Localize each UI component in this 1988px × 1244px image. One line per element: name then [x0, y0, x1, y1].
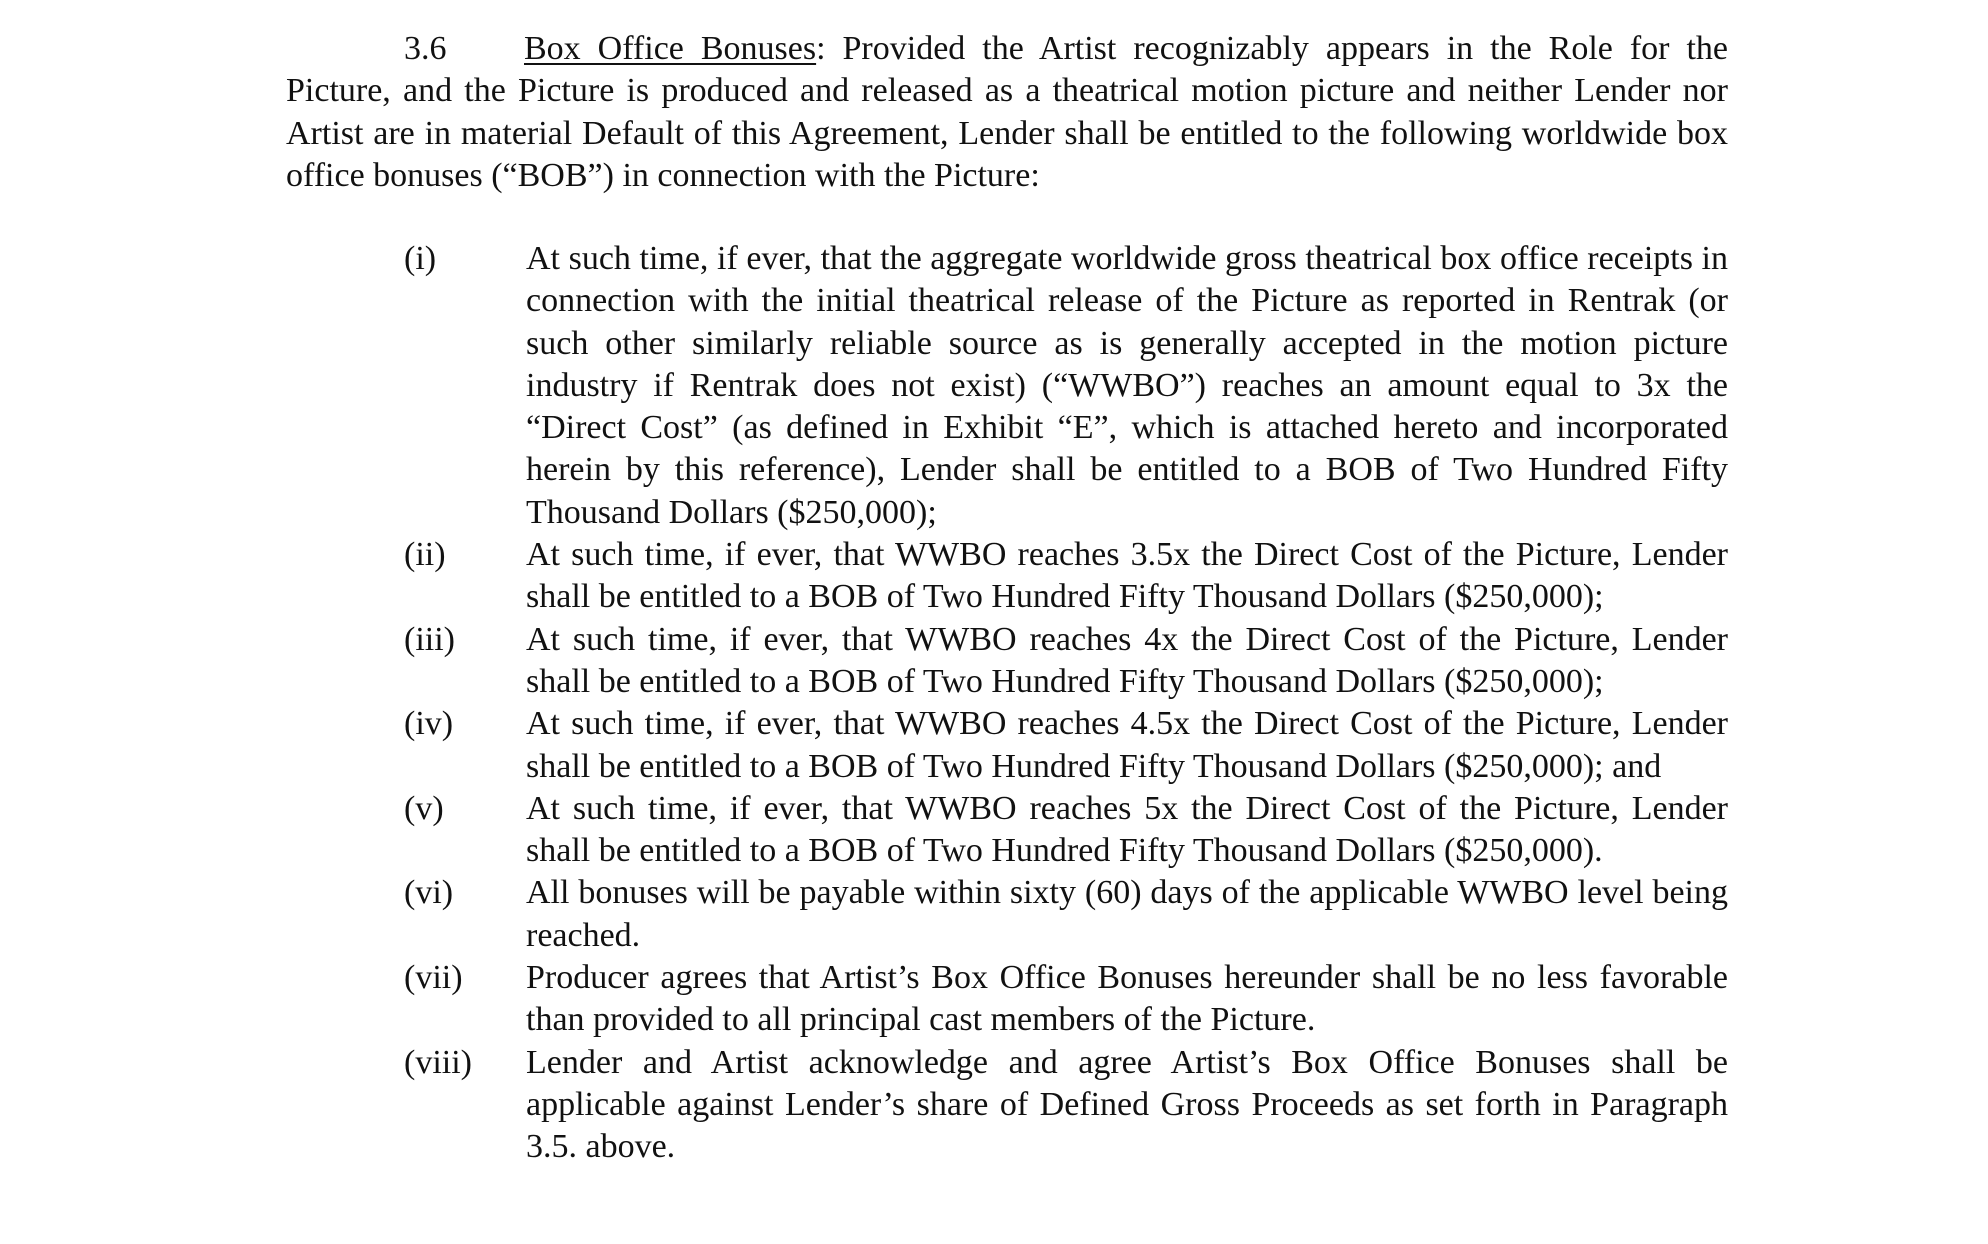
list-item	[286, 788, 1728, 873]
section-number: 3.6	[404, 30, 447, 67]
item-label: (viii)	[404, 1043, 472, 1081]
item-text: At such time, if ever, that WWBO reaches 3.5x the Direct Cost of the Picture, Lender shall be entitled to a BOB of Two Hundred Fifty Thousand Dollars ($250,000);	[526, 536, 1728, 616]
item-label: (iv)	[404, 705, 454, 743]
list-item	[286, 534, 1728, 619]
item-label: (i)	[404, 240, 437, 277]
item-label: (v)	[404, 789, 444, 827]
list-item	[286, 703, 1728, 788]
bonus-list	[286, 238, 1728, 1169]
section-intro-paragraph	[286, 28, 1728, 197]
item-label: (iii)	[404, 620, 455, 658]
section-3-6	[286, 28, 1729, 1166]
item-text: At such time, if ever, that WWBO reaches 5x the Direct Cost of the Picture, Lender shall be entitled to a BOB of Two Hundred Fifty Thousand Dollars ($250,000).	[526, 789, 1728, 870]
list-item	[286, 1042, 1728, 1169]
item-text: All bonuses will be payable within sixty (60) days of the applicable WWBO level being reached.	[526, 874, 1728, 954]
list-item	[286, 872, 1728, 957]
list-item	[286, 238, 1728, 534]
item-label: (ii)	[404, 536, 446, 574]
list-item	[286, 957, 1728, 1042]
item-text: Producer agrees that Artist’s Box Office Bonuses hereunder shall be no less favorable than provided to all principal cast members of the Picture.	[526, 959, 1728, 1039]
section-intro-text: : Provided the Artist recognizably appears in the Role for the Picture, and the Picture is produced and released as a theatrical motion picture and neither Lender nor Artist are in material Default of this Agreement, Lender shall be entitled to the following worldwide box office bonuses (“BOB”) in connection with the Picture:	[286, 30, 1729, 194]
item-label: (vii)	[404, 959, 463, 997]
item-text: At such time, if ever, that WWBO reaches 4.5x the Direct Cost of the Picture, Lender shall be entitled to a BOB of Two Hundred Fifty Thousand Dollars ($250,000); and	[526, 705, 1728, 785]
item-text: Lender and Artist acknowledge and agree Artist’s Box Office Bonuses shall be applicable against Lender’s share of Defined Gross Proceeds as set forth in Paragraph 3.5. above.	[526, 1043, 1728, 1166]
item-text: At such time, if ever, that the aggregate worldwide gross theatrical box office receipts in connection with the initial theatrical release of the Picture as reported in Rentrak (or such other similarly reliable source as is generally accepted in the motion picture industry if Rentrak does not exist) (“WWBO”) reaches an amount equal to 3x the “Direct Cost” (as defined in Exhibit “E”, which is attached hereto and incorporated herein by this reference), Lender shall be entitled to a BOB of Two Hundred Fifty Thousand Dollars ($250,000);	[526, 240, 1728, 531]
item-text: At such time, if ever, that WWBO reaches 4x the Direct Cost of the Picture, Lender shall be entitled to a BOB of Two Hundred Fifty Thousand Dollars ($250,000);	[526, 620, 1728, 700]
list-item	[286, 619, 1728, 704]
section-heading: Box Office Bonuses	[524, 30, 817, 67]
item-label: (vi)	[404, 874, 454, 912]
